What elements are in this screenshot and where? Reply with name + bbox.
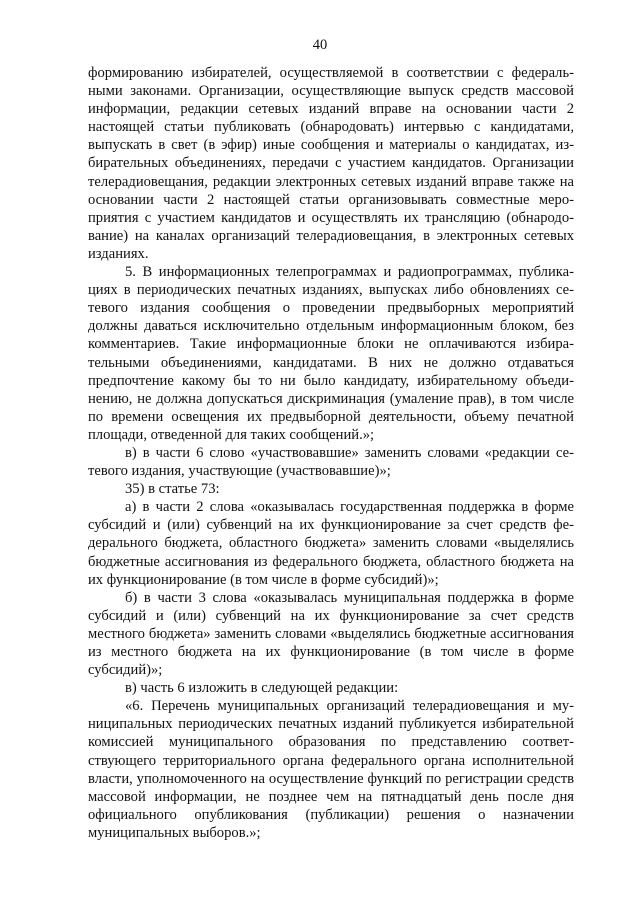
paragraph-subitem-a-part-2: а) в части 2 слова «оказывалась государственная поддержка в форме субсидий и (или) субвенций на их функционирование за счет средств федерального бюджета, областного бюджета» заменить словами «выделялись бюджетные ассигнования из федерального бюджета, областного бюджета на их функционирование (в том числе в форме субсидий)»; — [88, 499, 574, 588]
paragraph-item-35: 35) в статье 73: — [125, 481, 220, 498]
document-body — [88, 64, 574, 842]
paragraph-subitem-b-part-3: б) в части 3 слова «оказывалась муниципальная поддержка в форме субсидий и (или) субвенций на их функционирование за счет средств местного бюджета» заменить словами «выделялись бюджетные ассигнования из местного бюджета на их функционирование (в том числе в форме субсидий)»; — [88, 589, 574, 679]
page-number: 40 — [312, 37, 328, 53]
paragraph-subitem-v-part-6-new: в) часть 6 изложить в следующей редакции: — [125, 680, 399, 697]
paragraph-subitem-v-part-6: в) в части 6 слово «участвовавшие» заменить словами «редакции сетевого издания, участвующие (участвовавшие)»; — [88, 444, 574, 480]
paragraph-item-5: 5. В информационных телепрограммах и радиопрограммах, публикациях в периодических печатных изданиях, выпусках либо обновлениях сетевого издания сообщения о проведении предвыборных мероприятий должны даваться исключительно отдельным информационным блоком, без комментариев. Такие информационные блоки не оплачиваются избирательными объединениями, кандидатами. В них не должно отдаваться предпочтение какому бы то ни было кандидату, избирательному объединению, не должна допускаться дискриминация (умаление прав), в том числе по времени освещения их предвыборной деятельности, объему печатной площади, отведенной для таких сообщений.»; — [88, 264, 574, 443]
paragraph-continuation: формированию избирателей, осуществляемой в соответствии с федеральными законами. Организации, осуществляющие выпуск средств массовой информации, редакции сетевых изданий вправе на основании части 2 настоящей статьи публиковать (обнародовать) интервью с кандидатами, выпускать в свет (в эфир) иные сообщения и материалы о кандидатах, избирательных объединениях, передачи с участием кандидатов. Организации телерадиовещания, редакции электронных сетевых изданий вправе также на основании части 2 настоящей статьи организовывать совместные мероприятия с участием кандидатов и осуществлять их трансляцию (обнародование) на каналах организаций телерадиовещания, в электронных сетевых изданиях. — [88, 65, 574, 262]
paragraph-item-6-text: «6. Перечень муниципальных организаций телерадиовещания и муниципальных периодических печатных изданий публикуется избирательной комиссией муниципального образования по представлению соответствующего территориального органа федерального органа исполнительной власти, уполномоченного на осуществление функций по регистрации средств массовой информации, не позднее чем на пятнадцатый день после дня официального опубликования (публикации) решения о назначении муниципальных выборов.»; — [88, 698, 574, 841]
